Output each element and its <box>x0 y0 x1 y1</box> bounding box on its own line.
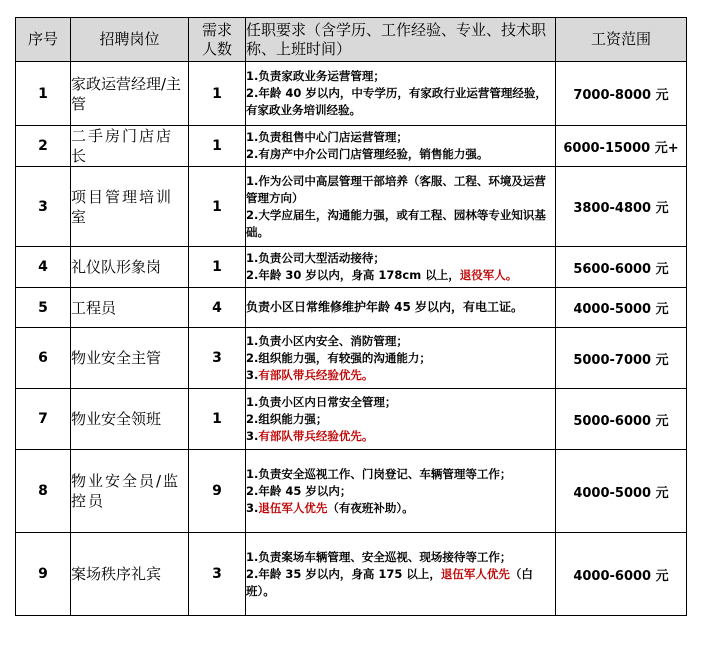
row-position: 物业安全领班 <box>71 389 189 450</box>
req-line: 1.负责安全巡视工作、门岗登记、车辆管理等工作； <box>246 466 512 481</box>
table-row <box>16 247 687 288</box>
header-salary: 工资范围 <box>556 18 687 62</box>
row-position: 工程员 <box>71 288 189 328</box>
req-text: 2.年龄 35 岁以内，身高 175 以上， <box>246 566 441 581</box>
req-highlight: 退役军人。 <box>459 268 518 282</box>
row-count: 3 <box>189 533 246 616</box>
req-line <box>246 267 555 284</box>
row-salary: 4000-5000 元 <box>556 288 687 328</box>
req-line: 2.年龄 45 岁以内； <box>246 483 352 498</box>
req-line: 1.作为公司中高层管理干部培养（客服、工程、环境及运营管理方向） <box>246 173 546 205</box>
req-highlight: 退伍军人优先 <box>258 500 328 515</box>
row-salary: 4000-5000 元 <box>556 450 687 533</box>
req-line: 1.负责租售中心门店运营管理； <box>246 130 408 144</box>
row-no: 9 <box>16 533 71 616</box>
row-count: 3 <box>189 328 246 389</box>
req-text: 3. <box>246 428 259 443</box>
row-salary: 4000-6000 元 <box>556 533 687 616</box>
req-highlight: 退伍军人优先 <box>440 566 510 581</box>
table-header-row <box>16 18 687 62</box>
req-line: 1.负责公司大型活动接待； <box>246 251 385 265</box>
job-table-wrapper <box>15 17 687 616</box>
row-salary: 6000-15000 元+ <box>556 126 687 167</box>
req-line: 2.有房产中介公司门店管理经验，销售能力强。 <box>246 147 489 161</box>
req-line: 1.负责小区内安全、消防管理； <box>246 333 408 348</box>
row-count: 1 <box>189 247 246 288</box>
row-requirements <box>246 62 556 126</box>
row-salary: 7000-8000 元 <box>556 62 687 126</box>
table-row <box>16 389 687 450</box>
row-no: 7 <box>16 389 71 450</box>
job-openings-table <box>15 17 687 616</box>
row-position: 案场秩序礼宾 <box>71 533 189 616</box>
row-no: 6 <box>16 328 71 389</box>
row-requirements <box>246 389 556 450</box>
table-row <box>16 62 687 126</box>
row-count: 4 <box>189 288 246 328</box>
row-requirements <box>246 288 556 328</box>
table-row <box>16 533 687 616</box>
row-count: 1 <box>189 167 246 247</box>
row-position: 物业安全主管 <box>71 328 189 389</box>
row-requirements <box>246 450 556 533</box>
table-row <box>16 167 687 247</box>
row-position: 家政运营经理/主管 <box>71 62 189 126</box>
table-row <box>16 288 687 328</box>
row-position: 物业安全员/监控员 <box>71 450 189 533</box>
req-highlight: 有部队带兵经验优先。 <box>258 367 374 382</box>
row-no: 4 <box>16 247 71 288</box>
req-text: 3. <box>246 367 259 382</box>
row-requirements <box>246 126 556 167</box>
row-requirements <box>246 247 556 288</box>
req-line: 2.年龄 40 岁以内，中专学历，有家政行业运营管理经验，有家政业务培训经验。 <box>246 86 547 117</box>
req-line: 2.组织能力强，有较强的沟通能力； <box>246 350 431 365</box>
row-salary: 5000-7000 元 <box>556 328 687 389</box>
req-text: 2.年龄 30 岁以内，身高 178cm 以上， <box>246 268 460 282</box>
row-requirements <box>246 167 556 247</box>
table-row <box>16 126 687 167</box>
table-row <box>16 450 687 533</box>
row-no: 1 <box>16 62 71 126</box>
row-no: 8 <box>16 450 71 533</box>
row-no: 5 <box>16 288 71 328</box>
req-line <box>246 566 555 600</box>
row-salary: 5600-6000 元 <box>556 247 687 288</box>
header-no: 序号 <box>16 18 71 62</box>
req-line <box>246 367 555 384</box>
req-highlight: 有部队带兵经验优先。 <box>258 428 374 443</box>
row-no: 2 <box>16 126 71 167</box>
table-row <box>16 328 687 389</box>
req-line: 1.负责小区内日常安全管理； <box>246 394 397 409</box>
req-text-tail: （白班）。 <box>246 566 533 598</box>
row-requirements <box>246 328 556 389</box>
row-count: 1 <box>189 389 246 450</box>
header-position: 招聘岗位 <box>71 18 189 62</box>
row-position: 礼仪队形象岗 <box>71 247 189 288</box>
row-salary: 5000-6000 元 <box>556 389 687 450</box>
req-line: 2.组织能力强； <box>246 411 328 426</box>
req-text: 3. <box>246 500 259 515</box>
row-requirements <box>246 533 556 616</box>
row-position: 项目管理培训室 <box>71 167 189 247</box>
row-position: 二手房门店店长 <box>71 126 189 167</box>
header-requirements: 任职要求（含学历、工作经验、专业、技术职称、上班时间） <box>246 18 556 62</box>
req-line: 负责小区日常维修维护年龄 45 岁以内，有电工证。 <box>246 300 524 314</box>
req-line: 1.负责案场车辆管理、安全巡视、现场接待等工作； <box>246 549 512 564</box>
req-line: 2.大学应届生，沟通能力强，或有工程、园林等专业知识基础。 <box>246 207 546 239</box>
row-no: 3 <box>16 167 71 247</box>
req-line: 1.负责家政业务运营管理； <box>246 69 385 83</box>
row-count: 9 <box>189 450 246 533</box>
row-count: 1 <box>189 62 246 126</box>
row-salary: 3800-4800 元 <box>556 167 687 247</box>
req-text-tail: （有夜班补助）。 <box>327 500 414 515</box>
header-count: 需求人数 <box>189 18 246 62</box>
req-line <box>246 428 555 445</box>
req-line <box>246 500 555 517</box>
row-count: 1 <box>189 126 246 167</box>
